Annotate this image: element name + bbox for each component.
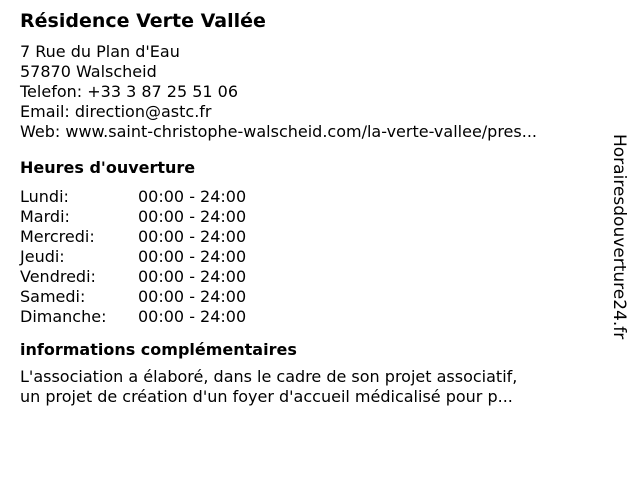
hours-row	[20, 227, 600, 247]
hours-row	[20, 187, 600, 207]
contact-block	[20, 42, 600, 142]
opening-hours-heading: Heures d'ouverture	[20, 158, 196, 177]
time-range: 00:00 - 24:00	[138, 187, 247, 206]
day-label: Mardi:	[20, 207, 70, 226]
day-label: Jeudi:	[20, 247, 65, 266]
additional-info-heading: informations complémentaires	[20, 340, 297, 359]
hours-row	[20, 267, 600, 287]
phone-number: Telefon: +33 3 87 25 51 06	[20, 82, 239, 101]
opening-hours-table	[20, 187, 600, 327]
hours-row	[20, 207, 600, 227]
time-range: 00:00 - 24:00	[138, 227, 247, 246]
time-range: 00:00 - 24:00	[138, 207, 247, 226]
time-range: 00:00 - 24:00	[138, 247, 247, 266]
info-line: un projet de création d'un foyer d'accueil médicalisé pour p...	[20, 387, 513, 406]
time-range: 00:00 - 24:00	[138, 267, 247, 286]
additional-info-text	[20, 367, 600, 407]
listing-card	[20, 8, 600, 407]
day-label: Samedi:	[20, 287, 86, 306]
hours-row	[20, 287, 600, 307]
city-address: 57870 Walscheid	[20, 62, 157, 81]
page-title: Résidence Verte Vallée	[20, 10, 266, 32]
day-label: Lundi:	[20, 187, 69, 206]
day-label: Vendredi:	[20, 267, 96, 286]
day-label: Mercredi:	[20, 227, 95, 246]
hours-row	[20, 307, 600, 327]
day-label: Dimanche:	[20, 307, 107, 326]
website-link[interactable]: Web: www.saint-christophe-walscheid.com/la-verte-vallee/pres...	[20, 122, 537, 141]
site-brand-vertical: Horairesdouverture24.fr	[609, 134, 629, 340]
time-range: 00:00 - 24:00	[138, 307, 247, 326]
info-line: L'association a élaboré, dans le cadre de son projet associatif,	[20, 367, 518, 386]
email-address: Email: direction@astc.fr	[20, 102, 212, 121]
street-address: 7 Rue du Plan d'Eau	[20, 42, 180, 61]
time-range: 00:00 - 24:00	[138, 287, 247, 306]
hours-row	[20, 247, 600, 267]
